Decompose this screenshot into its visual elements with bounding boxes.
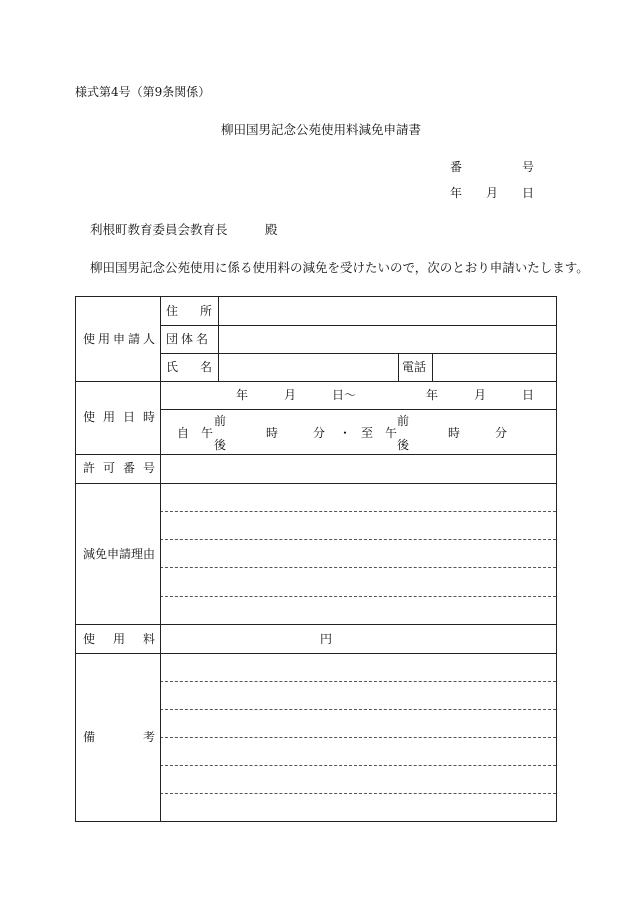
permit-char-2: 可 — [102, 461, 115, 475]
addressee: 利根町教育委員会教育長 — [90, 222, 228, 237]
fee-char-2: 用 — [112, 632, 125, 646]
date-month: 月 — [485, 186, 498, 200]
time-from-am-mid: 午 — [201, 426, 214, 440]
time-separator: ・ — [339, 426, 352, 440]
fee-char-1: 使 — [83, 632, 96, 646]
name-label-1: 氏 — [166, 360, 179, 374]
time-from-am-bottom: 後 — [214, 438, 227, 452]
date-from-day: 日～ — [332, 388, 357, 402]
reduction-reason-label: 減免申請理由 — [83, 547, 156, 561]
remarks-label — [83, 731, 155, 743]
permit-number-label — [83, 462, 155, 474]
permit-number-field[interactable] — [162, 456, 554, 481]
remarks-field[interactable] — [162, 655, 554, 819]
row-line-4 — [160, 409, 556, 410]
honorific: 殿 — [265, 222, 278, 237]
remarks-char-2: 考 — [142, 730, 155, 744]
fee-unit: 円 — [320, 632, 333, 646]
time-from-minute: 分 — [313, 426, 326, 440]
number-label-right: 号 — [521, 160, 534, 174]
usage-datetime-char-1: 使 — [83, 410, 96, 424]
sublabel-divider — [218, 297, 219, 381]
row-line-6 — [76, 483, 556, 484]
name-label-2: 名 — [199, 360, 212, 374]
row-line-8 — [76, 653, 556, 654]
time-to-am-bottom: 後 — [397, 438, 410, 452]
phone-label: 電話 — [402, 360, 427, 374]
date-to-year: 年 — [426, 388, 439, 402]
date-label — [450, 187, 534, 199]
time-to-am-mid: 午 — [385, 426, 398, 440]
remarks-char-1: 備 — [83, 730, 96, 744]
fee-char-3: 料 — [142, 632, 155, 646]
time-to-prefix: 至 — [361, 426, 374, 440]
permit-char-1: 許 — [83, 461, 96, 475]
usage-datetime-char-2: 用 — [102, 410, 115, 424]
time-to-am-top: 前 — [397, 414, 410, 428]
time-to-minute: 分 — [495, 426, 508, 440]
usage-datetime-char-3: 日 — [122, 410, 135, 424]
number-label-left: 番 — [450, 160, 463, 174]
date-year: 年 — [450, 186, 463, 200]
reduction-reason-field[interactable] — [162, 485, 554, 622]
group-name-field[interactable] — [220, 327, 554, 351]
row-line-1 — [160, 325, 556, 326]
time-from-am-top: 前 — [214, 414, 227, 428]
label-column-divider — [160, 297, 161, 821]
intro-text: 柳田国男記念公苑使用に係る使用料の減免を受けたいので，次のとおり申請いたします。 — [90, 260, 589, 275]
application-form — [75, 296, 557, 822]
date-from-year: 年 — [236, 388, 249, 402]
address-label-2: 所 — [199, 304, 212, 318]
time-from-hour: 時 — [266, 426, 279, 440]
permit-char-4: 号 — [142, 461, 155, 475]
group-name-label: 団体名 — [166, 332, 212, 346]
fee-label — [83, 633, 155, 645]
phone-left-divider — [398, 353, 399, 381]
row-line-3 — [76, 381, 556, 382]
number-label — [450, 161, 534, 173]
date-day: 日 — [521, 186, 534, 200]
applicant-label: 使用申請人 — [83, 332, 159, 346]
usage-datetime-label — [83, 411, 155, 423]
address-label — [166, 305, 212, 317]
name-field[interactable] — [220, 355, 396, 379]
phone-right-divider — [432, 353, 433, 381]
fee-field[interactable] — [162, 626, 332, 651]
date-to-day: 日 — [522, 388, 535, 402]
row-line-7 — [76, 624, 556, 625]
phone-field[interactable] — [434, 355, 554, 379]
form-number: 様式第4号（第9条関係） — [75, 85, 211, 99]
date-from-month: 月 — [284, 388, 297, 402]
row-line-2 — [160, 353, 556, 354]
permit-char-3: 番 — [122, 461, 135, 475]
address-label-1: 住 — [166, 304, 179, 318]
row-line-5 — [76, 454, 556, 455]
usage-datetime-char-4: 時 — [142, 410, 155, 424]
time-from-prefix: 自 — [177, 426, 190, 440]
document-title: 柳田国男記念公苑使用料減免申請書 — [221, 122, 422, 137]
name-label — [166, 361, 212, 373]
time-to-hour: 時 — [448, 426, 461, 440]
date-to-month: 月 — [474, 388, 487, 402]
address-field[interactable] — [220, 299, 554, 323]
